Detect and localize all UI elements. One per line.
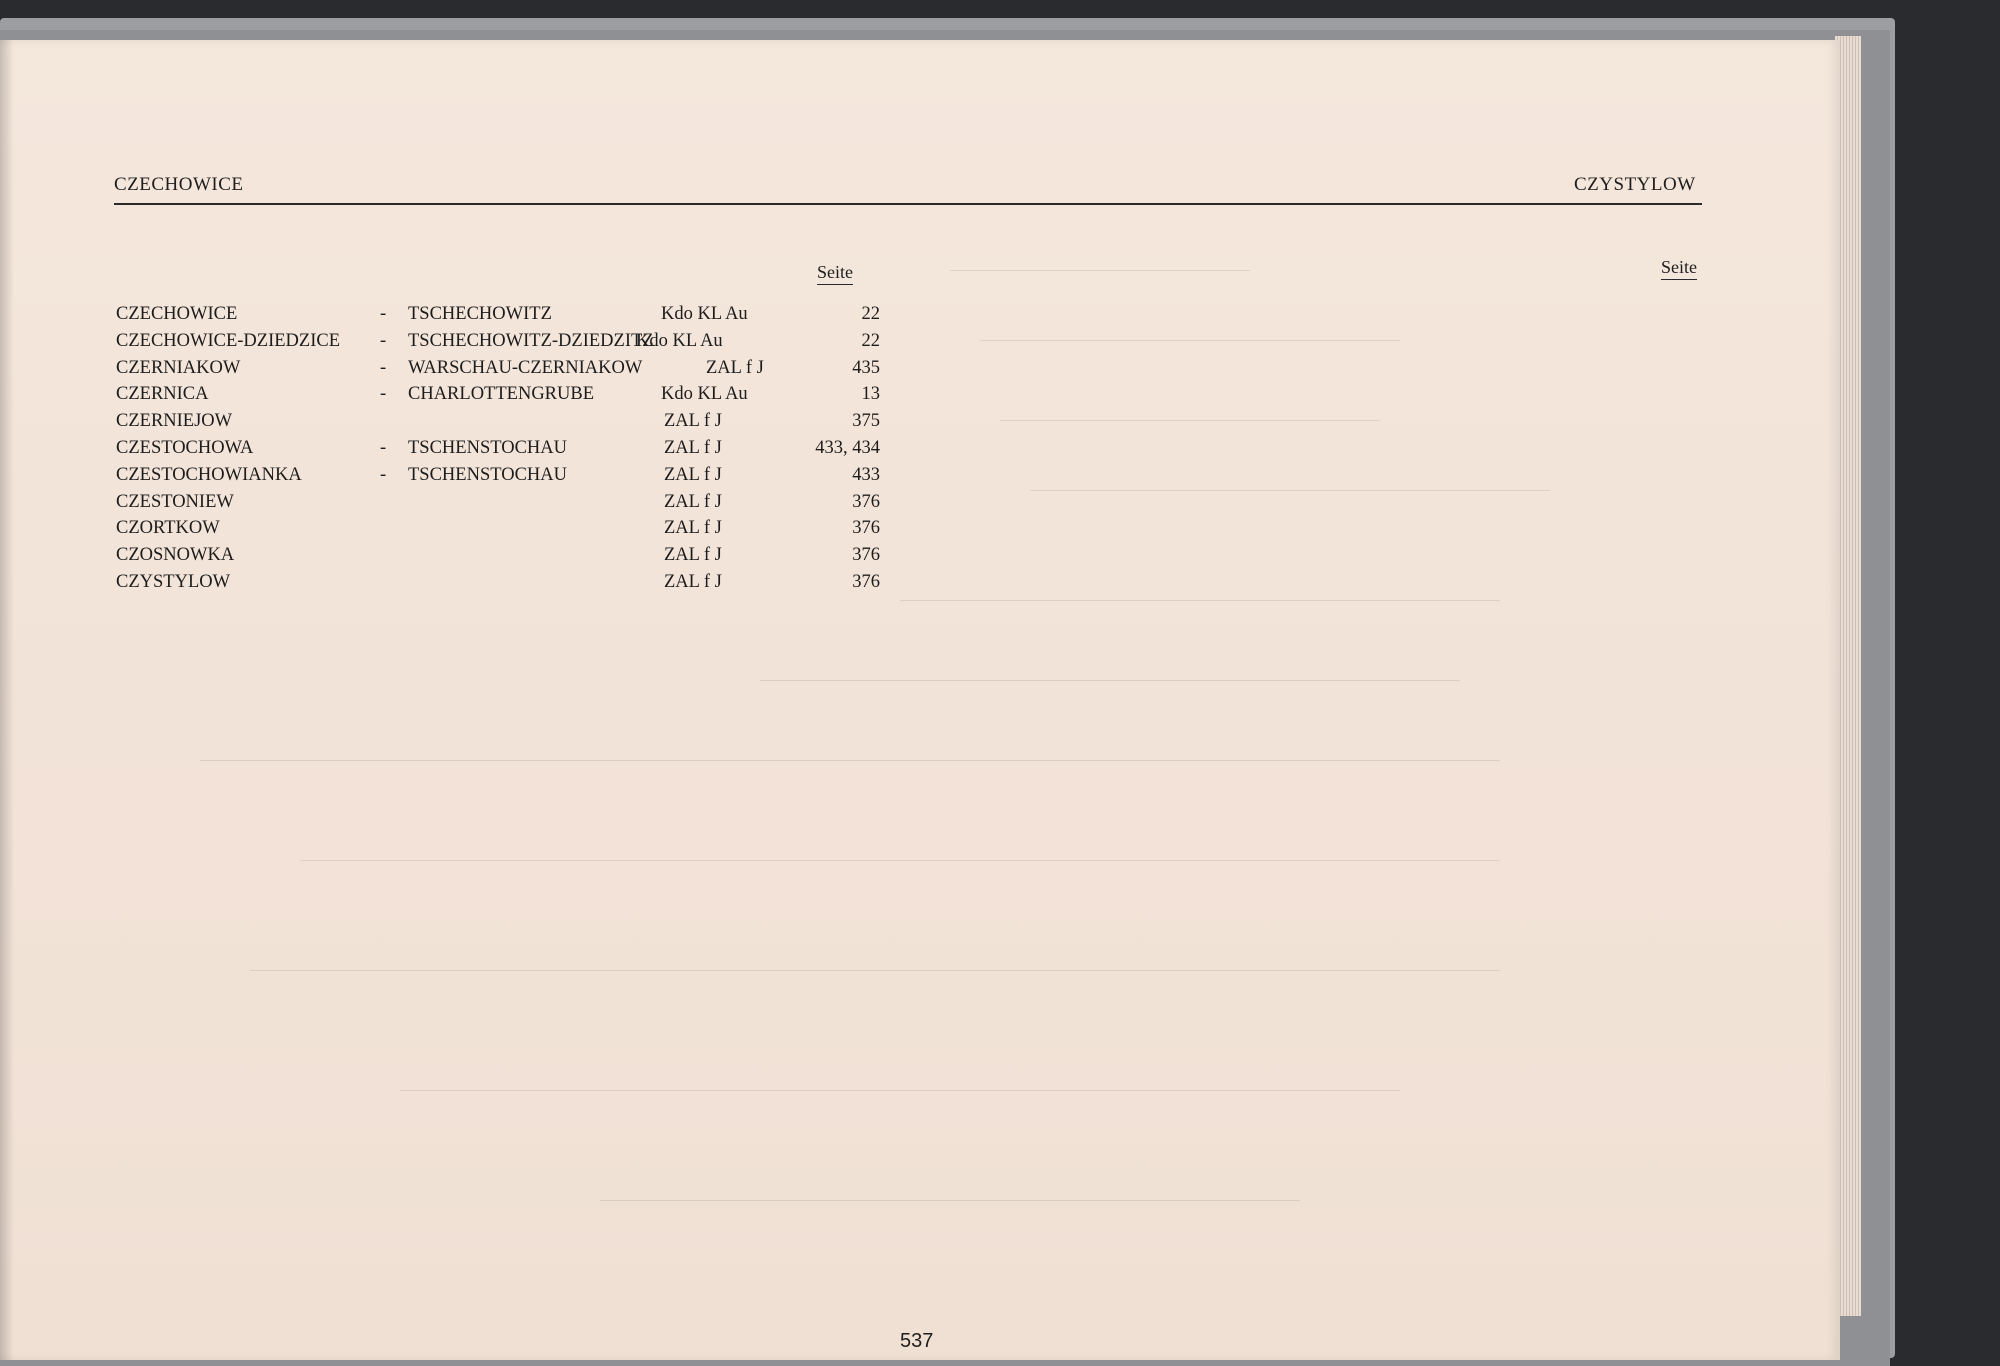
page-reference: 22 [861,304,880,324]
camp-type: Kdo KL Au [661,384,748,405]
page-reference: 433, 434 [815,437,880,458]
german-place-name: WARSCHAU-CZERNIAKOW [408,357,643,378]
polish-place-name: CZORTKOW [116,518,220,539]
german-place-name: CHARLOTTENGRUBE [408,384,595,405]
polish-place-name: CZESTONIEW [116,491,234,512]
bleed-through-mark [300,860,1500,861]
camp-type: ZAL f J [664,518,722,539]
camp-type: Kdo KL Au [661,304,748,324]
bleed-through-mark [900,600,1500,601]
page-reference: 22 [861,330,880,351]
polish-place-name: CZECHOWICE-DZIEDZICE [116,330,341,351]
index-entry [114,545,880,572]
bleed-through-mark [1000,420,1380,421]
entry-dash: - [380,357,387,378]
index-entry [114,384,880,411]
bleed-through-mark [400,1090,1400,1091]
camp-type: ZAL f J [664,571,722,592]
camp-type: ZAL f J [706,357,764,378]
bleed-through-mark [200,760,1500,761]
entry-dash: - [380,304,387,324]
polish-place-name: CZESTOCHOWIANKA [116,464,302,485]
page-reference: 376 [852,491,880,512]
page-reference: 376 [852,571,880,592]
camp-type: Kdo KL Au [636,330,723,351]
seite-column-header-left: Seite [817,262,853,285]
running-header-left: CZECHOWICE [114,174,244,195]
index-entry [114,357,880,385]
running-header-right: CZYSTYLOW [1574,174,1696,195]
index-entry [114,330,880,358]
camp-type: ZAL f J [664,464,722,485]
page-number: 537 [900,1330,934,1352]
index-entries [114,304,880,599]
page-reference: 435 [852,357,880,378]
bleed-through-mark [1030,490,1550,491]
polish-place-name: CZESTOCHOWA [116,437,254,458]
bleed-through-mark [950,270,1250,271]
german-place-name: TSCHECHOWITZ-DZIEDZITZ [408,330,654,351]
bleed-through-mark [760,680,1460,681]
entry-dash: - [380,330,387,351]
header-rule [114,203,1702,205]
camp-type: ZAL f J [664,437,722,458]
entry-dash: - [380,464,387,485]
polish-place-name: CZERNIEJOW [116,411,233,432]
book-page [0,40,1840,1360]
polish-place-name: CZERNICA [116,384,209,405]
camp-type: ZAL f J [664,545,722,566]
polish-place-name: CZYSTYLOW [116,571,231,592]
index-entry [114,411,880,438]
page-reference: 376 [852,518,880,539]
index-entry [114,571,880,599]
polish-place-name: CZOSNOWKA [116,545,235,566]
camp-type: ZAL f J [664,491,722,512]
index-entry [114,304,880,331]
german-place-name: TSCHECHOWITZ [408,304,552,324]
index-entry [114,464,880,492]
bleed-through-mark [600,1200,1300,1201]
page-reference: 433 [852,464,880,485]
polish-place-name: CZERNIAKOW [116,357,241,378]
polish-place-name: CZECHOWICE [116,304,238,324]
page-reference: 13 [861,384,880,405]
german-place-name: TSCHENSTOCHAU [408,464,567,485]
index-entry [114,518,880,545]
entry-dash: - [380,384,387,405]
index-entry [114,491,880,519]
page-reference: 376 [852,545,880,566]
german-place-name: TSCHENSTOCHAU [408,437,567,458]
index-entry [114,437,880,465]
bleed-through-mark [250,970,1500,971]
seite-column-header-right: Seite [1661,257,1697,280]
bleed-through-mark [980,340,1400,341]
entry-dash: - [380,437,387,458]
page-reference: 375 [852,411,880,432]
camp-type: ZAL f J [664,411,722,432]
